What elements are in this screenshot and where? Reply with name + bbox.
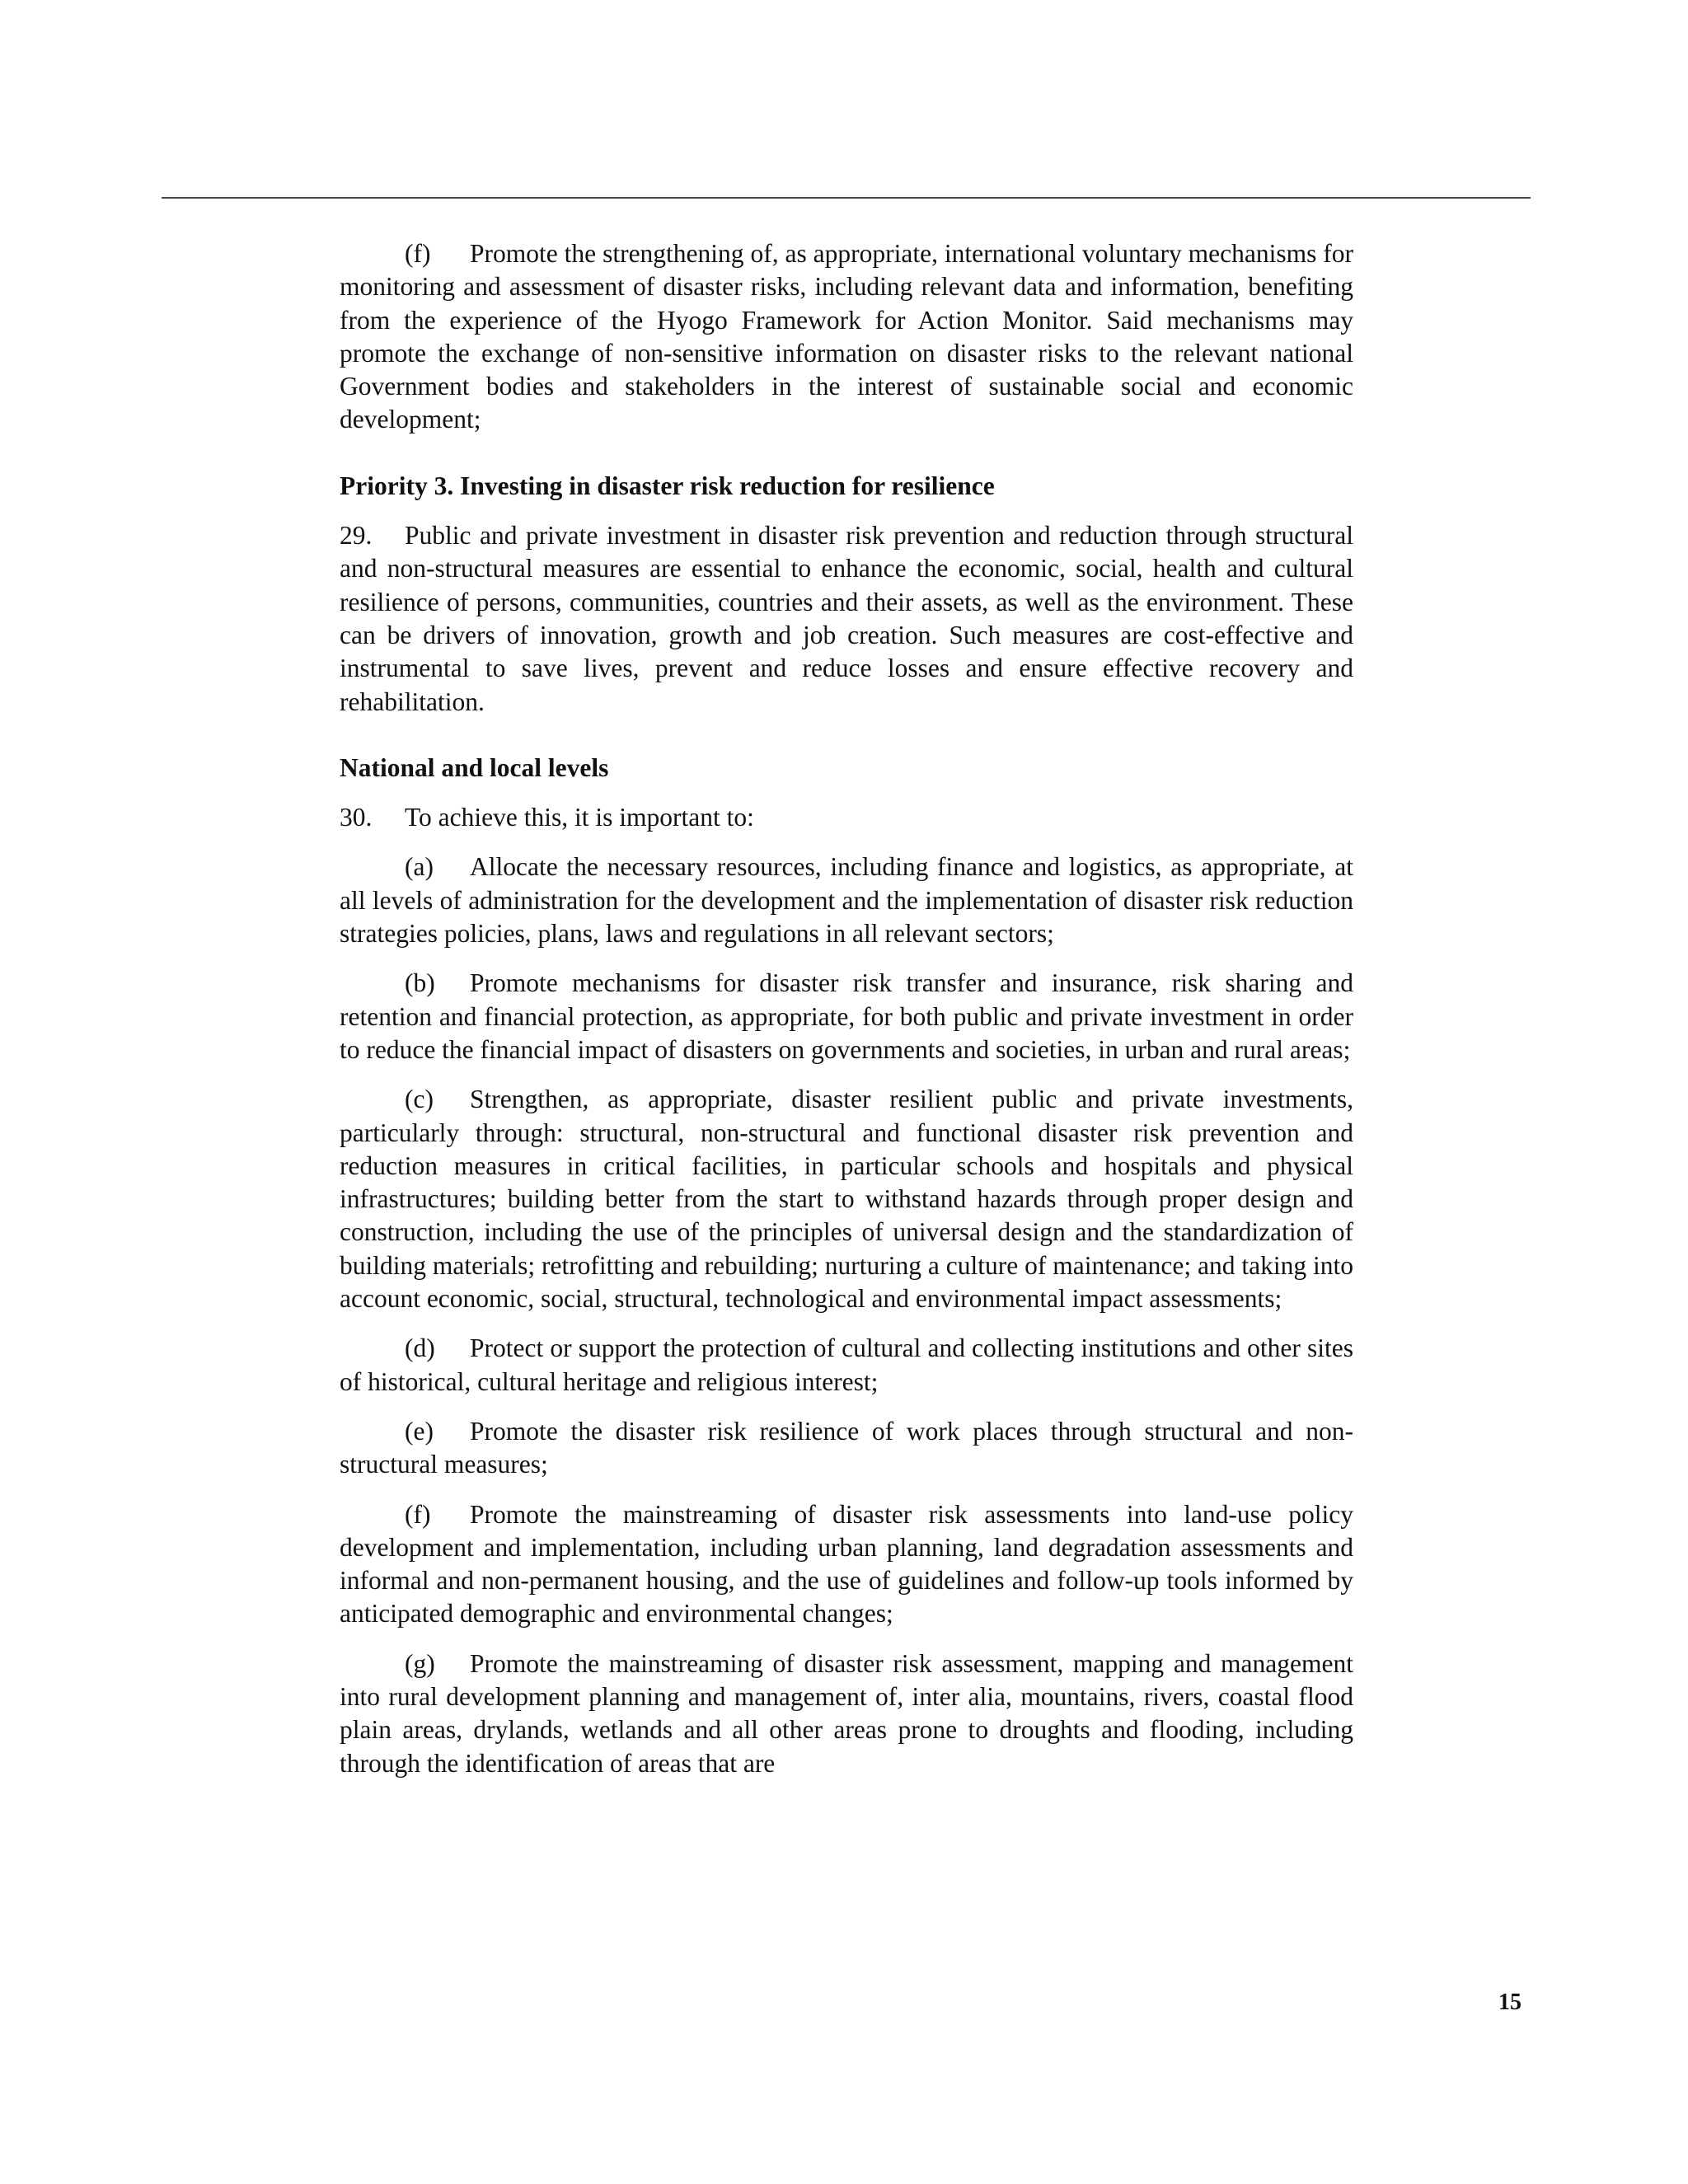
document-body [340, 237, 1353, 1780]
item-label: (c) [405, 1085, 434, 1114]
page-number: 15 [1498, 1990, 1522, 2015]
item-text: Promote the mainstreaming of disaster risk assessments into land-use policy development and implementation, including urban planning, land degradation assessments and informal and non-permanent housing, and the use of guidelines and follow-up tools informed by anticipated demographic and environmental changes; [340, 1499, 1353, 1629]
paragraph-30 [340, 801, 1353, 834]
item-label: (d) [405, 1333, 435, 1363]
item-label: (e) [405, 1416, 434, 1446]
item-text: Protect or support the protection of cultural and collecting institutions and other sites of historical, cultural heritage and religious interest; [340, 1333, 1353, 1396]
paragraph-text: Public and private investment in disaster risk prevention and reduction through structural and non-structural measures are essential to enhance the economic, social, health and cultural resilience of persons, communities, countries and their assets, as well as the environment. These can be drivers of innovation, growth and job creation. Such measures are cost-effective and instrumental to save lives, prevent and reduce losses and ensure effective recovery and rehabilitation. [340, 521, 1353, 716]
item-label: (f) [405, 239, 431, 268]
paragraph-item-d [340, 1332, 1353, 1399]
section-heading-national-local: National and local levels [340, 752, 609, 782]
paragraph-item-f-land-use [340, 1498, 1353, 1631]
item-text: Strengthen, as appropriate, disaster resilient public and private investments, particularly through: structural, non-structural and functional disaster risk prevention and reduction measures in critical facilities, in particular schools and hospitals and physical infrastructures; building better from the start to withstand hazards through proper design and construction, including the use of the principles of universal design and the standardization of building materials; retrofitting and rebuilding; nurturing a culture of maintenance; and taking into account economic, social, structural, technological and environmental impact assessments; [340, 1085, 1353, 1314]
paragraph-item-g [340, 1647, 1353, 1780]
item-text: Promote the strengthening of, as appropriate, international voluntary mechanisms for monitoring and assessment of disaster risks, including relevant data and information, benefiting from the experience of the Hyogo Framework for Action Monitor. Said mechanisms may promote the exchange of non-sensitive information on disaster risks to the relevant national Government bodies and stakeholders in the interest of sustainable social and economic development; [340, 239, 1353, 434]
paragraph-number: 30. [340, 803, 373, 832]
item-label: (g) [405, 1648, 435, 1678]
item-text: Promote the mainstreaming of disaster risk assessment, mapping and management into rural development planning and management of, inter alia, mountains, rivers, coastal flood plain areas, drylands, wetlands and all other areas prone to droughts and flooding, including through the identification of areas that are [340, 1648, 1353, 1778]
paragraph-number: 29. [340, 521, 373, 551]
item-text: Promote the disaster risk resilience of work places through structural and non-structural measures; [340, 1416, 1353, 1479]
paragraph-item-a [340, 851, 1353, 950]
header-rule [162, 197, 1531, 199]
item-label: (a) [405, 852, 434, 882]
item-text: Allocate the necessary resources, including finance and logistics, as appropriate, at all levels of administration for the development and the implementation of disaster risk reduction strategies policies, plans, laws and regulations in all relevant sectors; [340, 852, 1353, 949]
paragraph-text: To achieve this, it is important to: [405, 803, 754, 832]
section-heading-priority-3: Priority 3. Investing in disaster risk reduction for resilience [340, 471, 995, 500]
paragraph-item-e [340, 1415, 1353, 1482]
item-text: Promote mechanisms for disaster risk transfer and insurance, risk sharing and retention and financial protection, as appropriate, for both public and private investment in order to reduce the financial impact of disasters on governments and societies, in urban and rural areas; [340, 968, 1353, 1064]
paragraph-item-b [340, 967, 1353, 1066]
item-label: (f) [405, 1499, 431, 1529]
paragraph-item-c [340, 1083, 1353, 1315]
paragraph-29 [340, 519, 1353, 719]
paragraph-item-f-international-mechanisms [340, 237, 1353, 437]
item-label: (b) [405, 968, 435, 998]
